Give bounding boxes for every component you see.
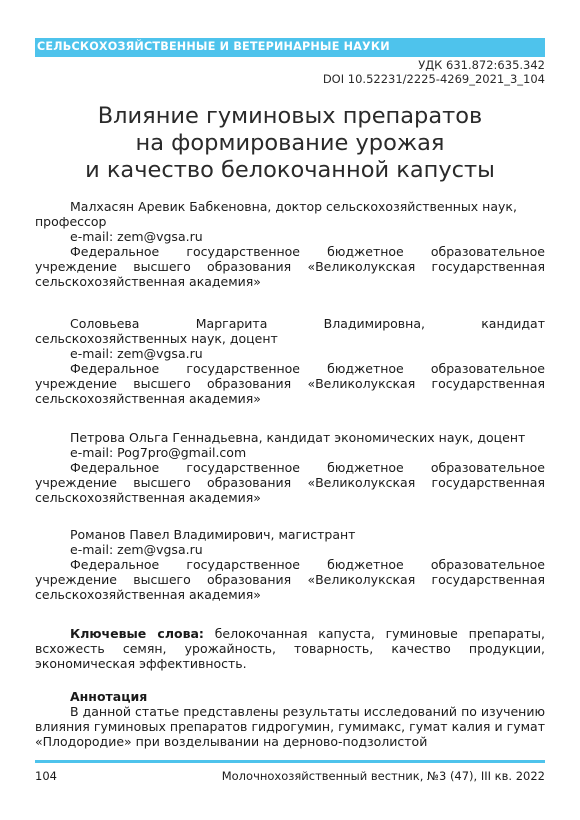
author-name: Петрова Ольга Геннадьевна, кандидат экономических наук, доцент: [70, 430, 526, 445]
abstract-heading: Аннотация: [70, 689, 148, 704]
author-block: [35, 527, 545, 602]
author-email[interactable]: e-mail: zem@vgsa.ru: [70, 346, 203, 361]
author-organization: Федеральное государственное бюджетное образовательное учреждение высшего образования «Великолукская государственная сельскохозяйственная академия»: [35, 557, 545, 602]
author-email[interactable]: e-mail: Pog7pro@gmail.com: [70, 445, 247, 460]
page-number: 104: [35, 769, 57, 783]
author-email[interactable]: e-mail: zem@vgsa.ru: [70, 542, 203, 557]
author-name: Соловьева Маргарита Владимировна, кандидат: [70, 316, 545, 331]
title-line: и качество белокочанной капусты: [85, 157, 495, 183]
keywords-text: белокочанная капуста, гуминовые препараты, всхожесть семян, урожайность, товарность, качество продукции, экономическая эффективность.: [35, 626, 545, 671]
author-organization: Федеральное государственное бюджетное образовательное учреждение высшего образования «Великолукская государственная сельскохозяйственная академия»: [35, 361, 545, 406]
keywords-paragraph: [35, 626, 545, 671]
article-title: [35, 103, 545, 184]
section-header: СЕЛЬСКОХОЗЯЙСТВЕННЫЕ И ВЕТЕРИНАРНЫЕ НАУКИ: [37, 40, 390, 53]
author-organization: Федеральное государственное бюджетное образовательное учреждение высшего образования «Великолукская государственная сельскохозяйственная академия»: [35, 460, 545, 505]
udk-code: УДК 631.872:635.342: [418, 58, 545, 72]
title-line: на формирование урожая: [135, 130, 445, 156]
author-title: сельскохозяйственных наук, доцент: [35, 331, 278, 346]
author-block: [35, 316, 545, 406]
author-title: профессор: [35, 214, 107, 229]
title-line: Влияние гуминовых препаратов: [97, 103, 483, 129]
author-name: Романов Павел Владимирович, магистрант: [70, 527, 356, 542]
footer-divider: [35, 760, 545, 763]
author-name: Малхасян Аревик Бабкеновна, доктор сельскохозяйственных наук,: [70, 199, 517, 214]
author-block: [35, 199, 545, 289]
doi-link[interactable]: DOI 10.52231/2225-4269_2021_3_104: [322, 72, 545, 86]
author-organization: Федеральное государственное бюджетное образовательное учреждение высшего образования «Великолукская государственная сельскохозяйственная академия»: [35, 244, 545, 289]
abstract-text: В данной статье представлены результаты исследований по изучению влияния гуминовых препаратов гидрогумин, гумимакс, гумат калия и гумат «Плодородие» при возделывании на дерново-подзолистой: [35, 704, 545, 749]
author-email[interactable]: e-mail: zem@vgsa.ru: [70, 229, 203, 244]
journal-name: Молочнохозяйственный вестник, №3 (47), III кв. 2022: [221, 769, 545, 783]
author-block: [35, 430, 545, 505]
keywords-label: Ключевые слова:: [70, 626, 204, 641]
